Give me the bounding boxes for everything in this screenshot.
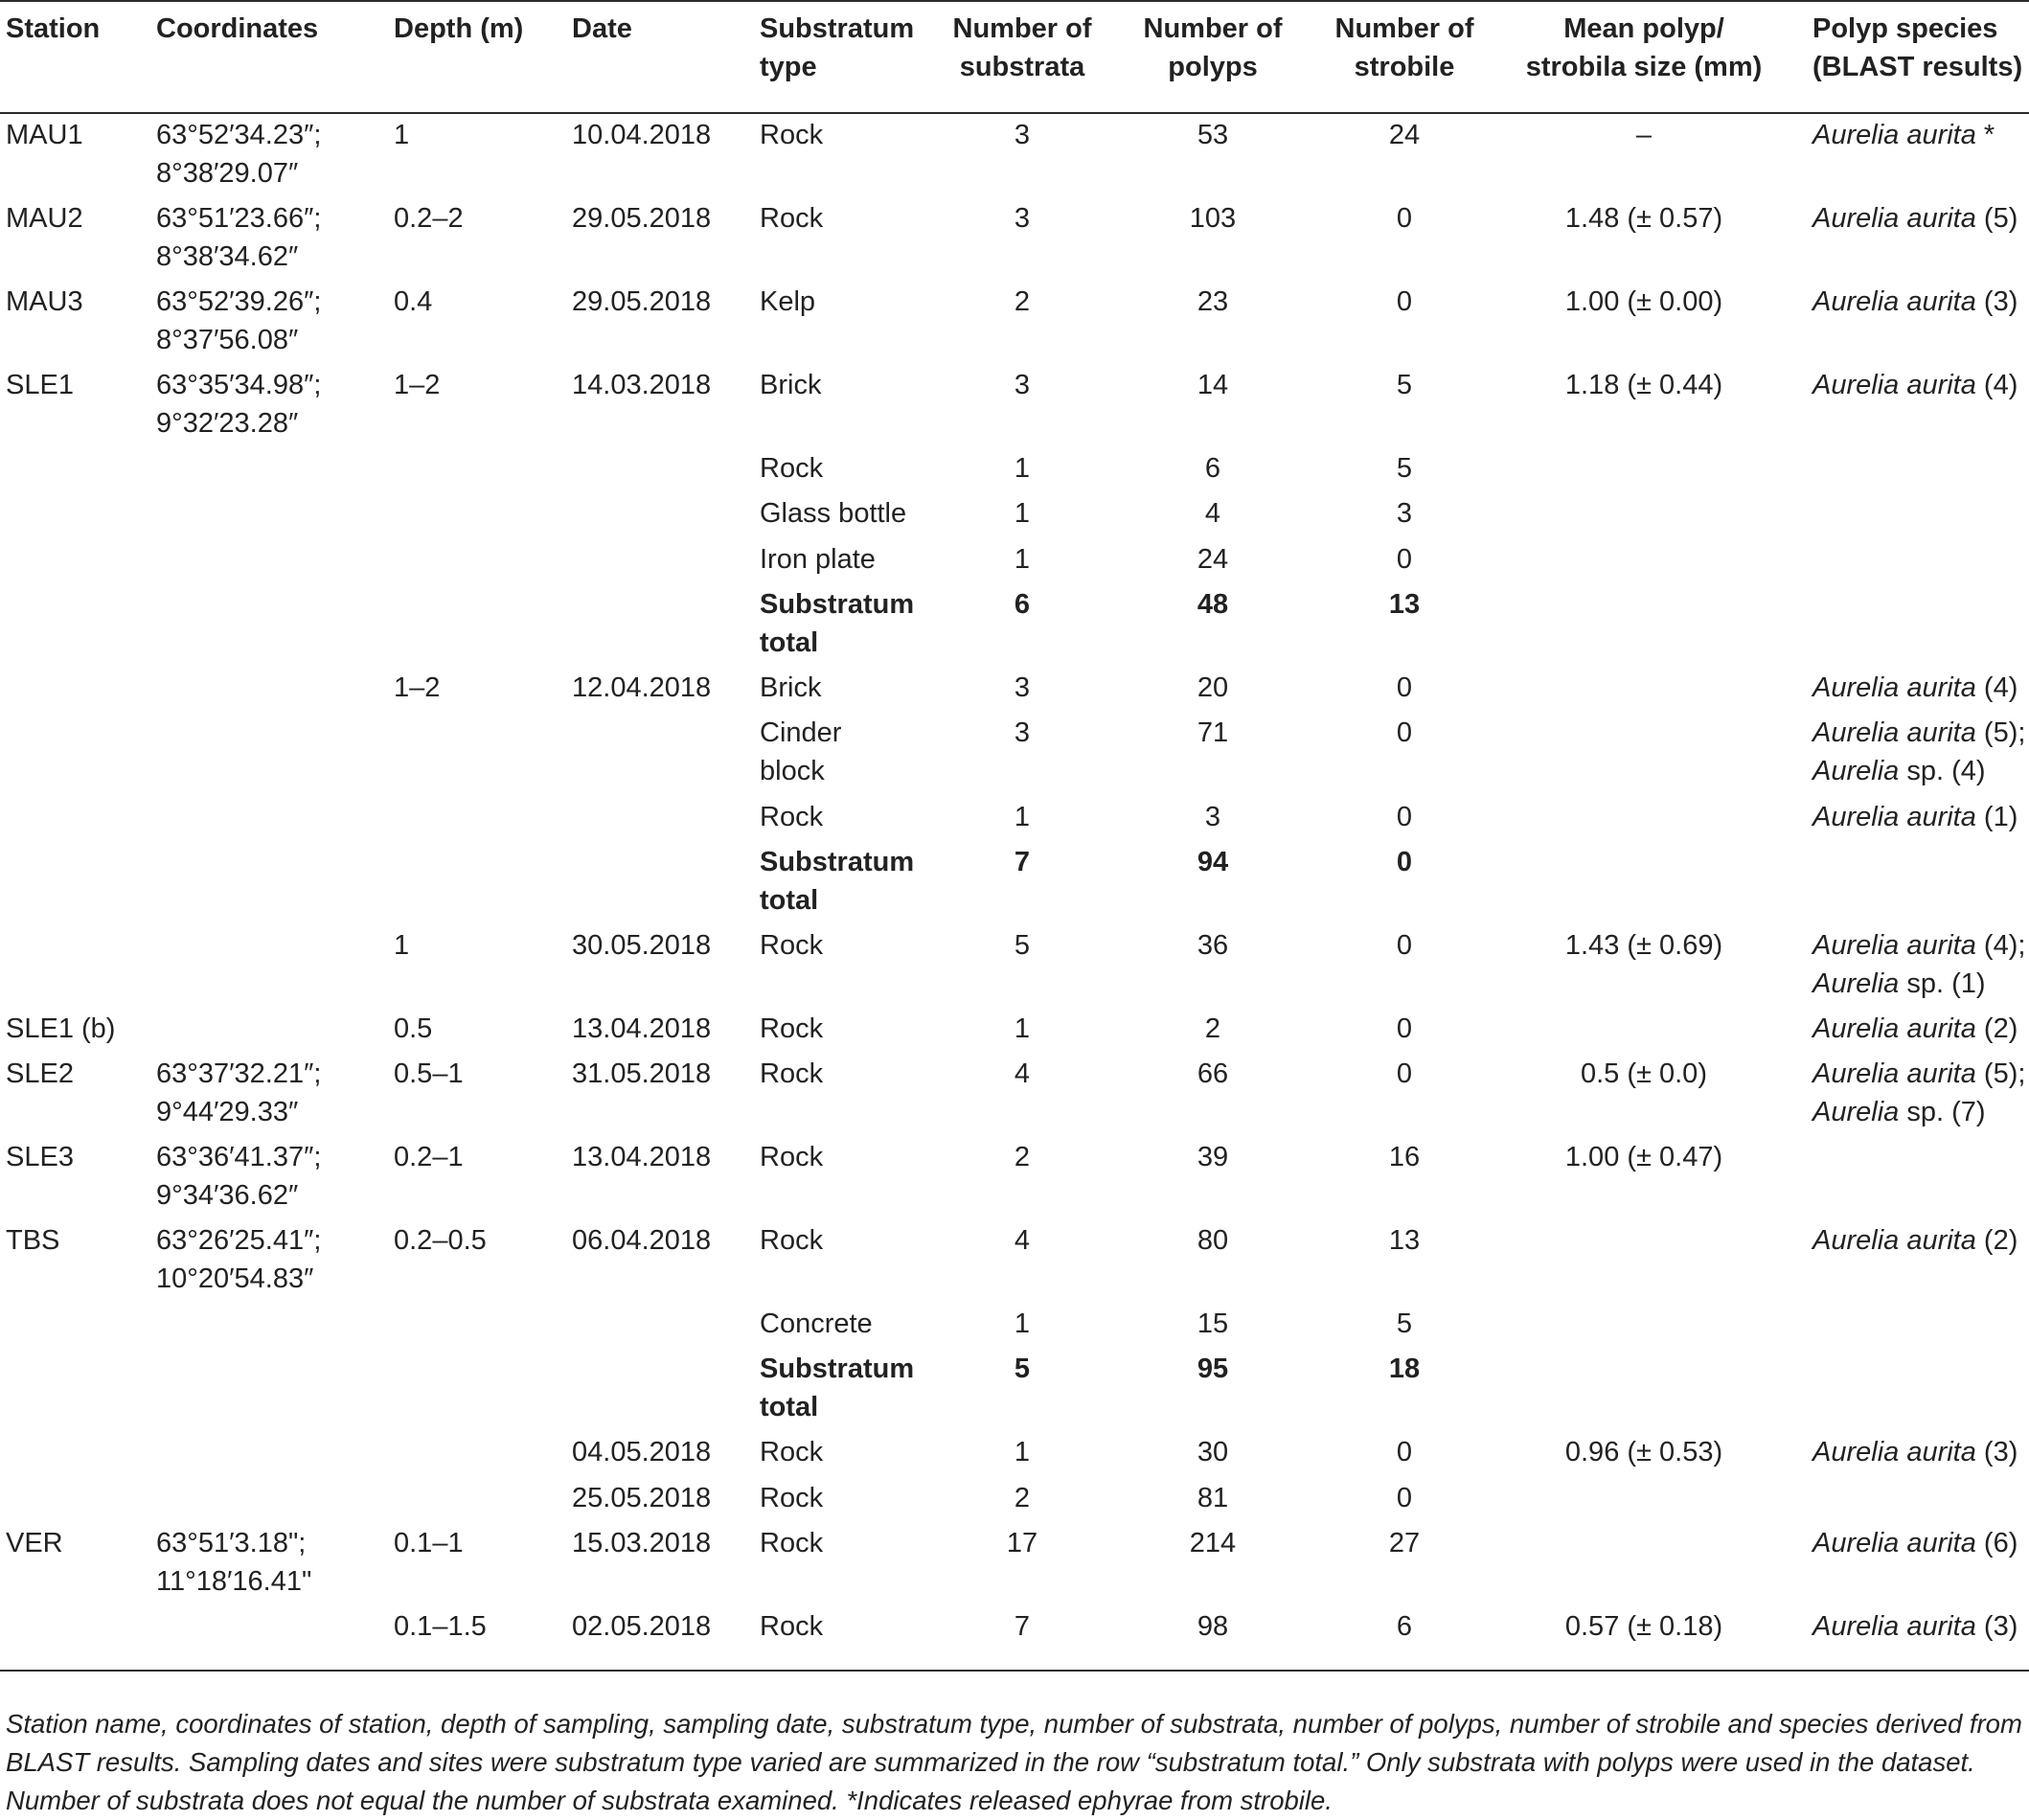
cell-date: 13.04.2018 <box>572 1142 712 1172</box>
cell-substrata-count: 1 <box>1014 802 1031 832</box>
coordinates-line: 63°37′32.21″; <box>156 1058 322 1089</box>
cell-substrata-count: 4 <box>1014 1225 1031 1256</box>
cell-substrata-count: 3 <box>1014 672 1031 703</box>
cell-substratum-type <box>760 366 951 404</box>
cell-substrata-count: 2 <box>1014 1142 1031 1172</box>
cell-coordinates <box>156 366 376 443</box>
coordinates-line: 63°26′25.41″; <box>156 1225 322 1256</box>
header-substrata-count <box>926 10 1118 86</box>
species-note: (2) <box>1975 1225 2018 1256</box>
cell-polyp-species <box>1812 1055 2029 1131</box>
species-entry <box>1812 714 2029 752</box>
cell-polyps-count: 80 <box>1197 1225 1229 1256</box>
header-coordinates <box>156 10 376 48</box>
cell-depth: 1 <box>394 930 410 961</box>
cell-station: SLE3 <box>6 1142 74 1172</box>
cell-polyps-count: 48 <box>1197 589 1229 620</box>
cell-strobile-count: 6 <box>1396 1611 1413 1642</box>
cell-substratum-type <box>760 116 951 154</box>
cell-polyps-count: 20 <box>1197 672 1229 703</box>
cell-substratum-type <box>760 1433 951 1471</box>
substratum-type-line: Iron plate <box>760 544 876 575</box>
cell-date: 06.04.2018 <box>572 1225 712 1256</box>
cell-polyp-species <box>1812 283 2029 321</box>
species-name: Aurelia aurita <box>1812 1437 1976 1467</box>
coordinates-line: 63°35′34.98″; <box>156 370 322 400</box>
cell-coordinates <box>156 1055 376 1131</box>
species-note: * <box>1975 120 1995 150</box>
cell-polyp-species <box>1812 714 2029 790</box>
cell-substratum-type <box>760 1221 951 1260</box>
cell-depth: 0.1–1 <box>394 1528 464 1558</box>
substratum-type-line: Brick <box>760 672 822 703</box>
species-name: Aurelia aurita <box>1812 370 1976 400</box>
header-line: Substratum <box>760 13 915 44</box>
species-entry <box>1812 199 2029 238</box>
cell-mean-size: 1.43 (± 0.69) <box>1564 930 1723 961</box>
cell-polyp-species <box>1812 366 2029 404</box>
cell-substratum-type <box>760 1138 951 1176</box>
species-note: sp. (7) <box>1899 1097 1986 1127</box>
cell-mean-size: 1.00 (± 0.00) <box>1564 286 1723 317</box>
cell-date: 12.04.2018 <box>572 672 712 703</box>
cell-depth: 1 <box>394 120 410 150</box>
cell-polyps-count: 3 <box>1204 802 1221 832</box>
species-name: Aurelia aurita <box>1812 1528 1976 1558</box>
species-note: (6) <box>1975 1528 2018 1558</box>
cell-polyps-count: 66 <box>1197 1058 1229 1089</box>
cell-polyps-count: 23 <box>1197 286 1229 317</box>
coordinates-line: 8°38′29.07″ <box>156 158 299 189</box>
cell-strobile-count: 0 <box>1396 1437 1413 1467</box>
cell-polyps-count: 71 <box>1197 717 1229 748</box>
cell-strobile-count: 0 <box>1396 847 1413 877</box>
cell-polyps-count: 15 <box>1197 1308 1229 1339</box>
cell-substrata-count: 1 <box>1014 1013 1031 1044</box>
cell-mean-size: 1.18 (± 0.44) <box>1564 370 1723 400</box>
cell-station: MAU3 <box>6 286 83 317</box>
cell-strobile-count: 5 <box>1396 370 1413 400</box>
cell-depth: 0.5–1 <box>394 1058 464 1089</box>
substratum-type-line: Concrete <box>760 1308 873 1339</box>
species-note: (3) <box>1975 286 2018 317</box>
species-entry <box>1812 1607 2029 1646</box>
header-station <box>6 10 149 48</box>
cell-coordinates <box>156 116 376 193</box>
substratum-type-line: Rock <box>760 802 824 832</box>
cell-depth: 0.1–1.5 <box>394 1611 487 1642</box>
cell-polyps-count: 36 <box>1197 930 1229 961</box>
substratum-type-line: Rock <box>760 930 824 961</box>
cell-station: TBS <box>6 1225 60 1256</box>
species-name: Aurelia aurita <box>1812 1611 1976 1642</box>
cell-station: MAU1 <box>6 120 83 150</box>
cell-polyp-species <box>1812 1524 2029 1562</box>
cell-strobile-count: 0 <box>1396 544 1413 575</box>
cell-strobile-count: 0 <box>1396 1058 1413 1089</box>
coordinates-line: 9°32′23.28″ <box>156 408 299 439</box>
species-entry <box>1812 798 2029 836</box>
cell-polyps-count: 14 <box>1197 370 1229 400</box>
cell-polyps-count: 6 <box>1204 453 1221 484</box>
cell-polyp-species <box>1812 199 2029 238</box>
coordinates-line: 9°34′36.62″ <box>156 1180 299 1211</box>
substratum-type-line: total <box>760 1392 819 1422</box>
cell-substratum-type <box>760 585 951 662</box>
species-entry <box>1812 1524 2029 1562</box>
species-note: sp. (1) <box>1899 968 1986 999</box>
cell-polyp-species <box>1812 669 2029 707</box>
cell-substratum-type <box>760 1010 951 1048</box>
cell-station: SLE1 <box>6 370 74 400</box>
species-entry <box>1812 752 2029 790</box>
cell-substrata-count: 5 <box>1014 930 1031 961</box>
cell-depth: 0.5 <box>394 1013 433 1044</box>
cell-strobile-count: 0 <box>1396 1483 1413 1513</box>
cell-polyps-count: 53 <box>1197 120 1229 150</box>
substratum-type-line: Rock <box>760 453 824 484</box>
species-name: Aurelia <box>1812 756 1900 786</box>
substratum-type-line: Kelp <box>760 286 816 317</box>
coordinates-line: 9°44′29.33″ <box>156 1097 299 1127</box>
cell-station: MAU2 <box>6 203 83 234</box>
header-line: strobila size (mm) <box>1525 52 1763 82</box>
header-line: Station <box>6 13 101 44</box>
cell-strobile-count: 0 <box>1396 802 1413 832</box>
cell-date: 13.04.2018 <box>572 1013 712 1044</box>
cell-polyps-count: 103 <box>1189 203 1237 234</box>
cell-substrata-count: 3 <box>1014 120 1031 150</box>
species-entry <box>1812 1221 2029 1260</box>
substratum-type-line: Rock <box>760 1611 824 1642</box>
cell-polyp-species <box>1812 1433 2029 1471</box>
species-entry <box>1812 926 2029 965</box>
coordinates-line: 63°51′23.66″; <box>156 203 322 234</box>
cell-strobile-count: 16 <box>1388 1142 1421 1172</box>
cell-substratum-type <box>760 494 951 533</box>
coordinates-line: 63°36′41.37″; <box>156 1142 322 1172</box>
cell-date: 15.03.2018 <box>572 1528 712 1558</box>
cell-substratum-type <box>760 1479 951 1517</box>
header-line: strobile <box>1354 52 1455 82</box>
cell-station: SLE2 <box>6 1058 74 1089</box>
cell-substratum-type <box>760 540 951 579</box>
cell-substrata-count: 3 <box>1014 203 1031 234</box>
species-name: Aurelia aurita <box>1812 930 1976 961</box>
species-name: Aurelia aurita <box>1812 1013 1976 1044</box>
cell-polyp-species <box>1812 1607 2029 1646</box>
cell-substratum-type <box>760 199 951 238</box>
species-name: Aurelia aurita <box>1812 1058 1976 1089</box>
cell-polyps-count: 81 <box>1197 1483 1229 1513</box>
species-note: (4); <box>1975 930 2026 961</box>
cell-substrata-count: 6 <box>1014 589 1031 620</box>
header-polyps-count <box>1117 10 1309 86</box>
species-note: (4) <box>1975 370 2018 400</box>
species-name: Aurelia <box>1812 968 1900 999</box>
cell-strobile-count: 5 <box>1396 1308 1413 1339</box>
cell-mean-size: 0.96 (± 0.53) <box>1564 1437 1723 1467</box>
header-line: Date <box>572 13 632 44</box>
substratum-type-line: total <box>760 885 819 916</box>
cell-substrata-count: 1 <box>1014 1308 1031 1339</box>
cell-polyp-species <box>1812 1010 2029 1048</box>
header-line: (BLAST results) <box>1812 52 2023 82</box>
species-note: sp. (4) <box>1899 756 1986 786</box>
substratum-type-line: Rock <box>760 1528 824 1558</box>
cell-substrata-count: 5 <box>1014 1354 1031 1384</box>
cell-coordinates <box>156 1138 376 1215</box>
cell-coordinates <box>156 1221 376 1298</box>
cell-depth: 1–2 <box>394 370 441 400</box>
cell-date: 02.05.2018 <box>572 1611 712 1642</box>
cell-strobile-count: 18 <box>1388 1354 1421 1384</box>
header-line: substrata <box>959 52 1085 82</box>
header-line: Number of <box>1143 13 1283 44</box>
header-line: Polyp species <box>1812 13 1998 44</box>
cell-date: 30.05.2018 <box>572 930 712 961</box>
species-note: (1) <box>1975 802 2018 832</box>
cell-depth: 0.2–2 <box>394 203 464 234</box>
species-note: (4) <box>1975 672 2018 703</box>
table-top-rule <box>0 0 2029 2</box>
species-entry <box>1812 1055 2029 1093</box>
cell-substratum-type <box>760 798 951 836</box>
cell-date: 10.04.2018 <box>572 120 712 150</box>
species-entry <box>1812 1010 2029 1048</box>
header-substratum-type <box>760 10 951 86</box>
coordinates-line: 11°18′16.41" <box>156 1566 312 1597</box>
header-line: Mean polyp/ <box>1563 13 1724 44</box>
cell-substrata-count: 2 <box>1014 1483 1031 1513</box>
header-line: Number of <box>1334 13 1474 44</box>
header-rule <box>0 112 2029 114</box>
header-line: polyps <box>1168 52 1258 82</box>
cell-substratum-type <box>760 449 951 488</box>
cell-polyps-count: 2 <box>1204 1013 1221 1044</box>
cell-polyps-count: 94 <box>1197 847 1229 877</box>
species-name: Aurelia aurita <box>1812 203 1976 234</box>
substratum-type-line: Rock <box>760 1225 824 1256</box>
coordinates-line: 8°38′34.62″ <box>156 241 299 272</box>
substratum-type-line: Substratum <box>760 589 915 620</box>
cell-substratum-type <box>760 1055 951 1093</box>
cell-substrata-count: 1 <box>1014 544 1031 575</box>
cell-date: 14.03.2018 <box>572 370 712 400</box>
cell-date: 04.05.2018 <box>572 1437 712 1467</box>
cell-polyps-count: 30 <box>1197 1437 1229 1467</box>
species-name: Aurelia aurita <box>1812 672 1976 703</box>
header-mean-size <box>1500 10 1788 86</box>
header-date <box>572 10 754 48</box>
cell-polyp-species <box>1812 116 2029 154</box>
cell-substrata-count: 17 <box>1006 1528 1038 1558</box>
coordinates-line: 63°52′39.26″; <box>156 286 322 317</box>
cell-depth: 0.4 <box>394 286 433 317</box>
species-note: (3) <box>1975 1611 2018 1642</box>
cell-date: 25.05.2018 <box>572 1483 712 1513</box>
cell-depth: 0.2–1 <box>394 1142 464 1172</box>
cell-date: 29.05.2018 <box>572 203 712 234</box>
cell-polyp-species <box>1812 926 2029 1003</box>
cell-substratum-type <box>760 1524 951 1562</box>
species-name: Aurelia aurita <box>1812 717 1976 748</box>
cell-substratum-type <box>760 714 951 790</box>
cell-mean-size: – <box>1635 120 1653 150</box>
cell-substrata-count: 3 <box>1014 370 1031 400</box>
cell-station: SLE1 (b) <box>6 1013 116 1044</box>
cell-substratum-type <box>760 1607 951 1646</box>
cell-substrata-count: 1 <box>1014 1437 1031 1467</box>
species-entry <box>1812 1093 2029 1131</box>
cell-strobile-count: 0 <box>1396 1013 1413 1044</box>
cell-substratum-type <box>760 1350 951 1426</box>
header-line: Depth (m) <box>394 13 524 44</box>
header-line: Coordinates <box>156 13 319 44</box>
cell-substratum-type <box>760 926 951 965</box>
cell-mean-size: 0.57 (± 0.18) <box>1564 1611 1723 1642</box>
cell-date: 31.05.2018 <box>572 1058 712 1089</box>
species-entry <box>1812 1433 2029 1471</box>
species-note: (5); <box>1975 717 2026 748</box>
cell-substratum-type <box>760 669 951 707</box>
header-depth <box>394 10 557 48</box>
cell-polyp-species <box>1812 798 2029 836</box>
substratum-type-line: total <box>760 627 819 658</box>
cell-substratum-type <box>760 283 951 321</box>
species-entry <box>1812 965 2029 1003</box>
cell-substrata-count: 7 <box>1014 1611 1031 1642</box>
substratum-type-line: Rock <box>760 203 824 234</box>
cell-strobile-count: 0 <box>1396 717 1413 748</box>
cell-substrata-count: 1 <box>1014 453 1031 484</box>
header-polyp-species <box>1812 10 2029 86</box>
cell-polyps-count: 95 <box>1197 1354 1229 1384</box>
cell-substratum-type <box>760 1305 951 1343</box>
cell-substrata-count: 1 <box>1014 498 1031 529</box>
cell-strobile-count: 0 <box>1396 203 1413 234</box>
cell-strobile-count: 24 <box>1388 120 1421 150</box>
substratum-type-line: Glass bottle <box>760 498 907 529</box>
substratum-type-line: Rock <box>760 1437 824 1467</box>
cell-coordinates <box>156 1524 376 1601</box>
cell-strobile-count: 5 <box>1396 453 1413 484</box>
species-note: (5); <box>1975 1058 2026 1089</box>
cell-strobile-count: 13 <box>1388 589 1421 620</box>
substratum-type-line: Rock <box>760 120 824 150</box>
cell-mean-size: 0.5 (± 0.0) <box>1581 1058 1707 1089</box>
species-name: Aurelia aurita <box>1812 120 1976 150</box>
cell-coordinates <box>156 199 376 276</box>
substratum-type-line: Substratum <box>760 847 915 877</box>
header-line: Number of <box>952 13 1092 44</box>
cell-coordinates <box>156 283 376 359</box>
species-entry <box>1812 366 2029 404</box>
substratum-type-line: Rock <box>760 1058 824 1089</box>
cell-substrata-count: 7 <box>1014 847 1031 877</box>
cell-mean-size: 1.48 (± 0.57) <box>1564 203 1723 234</box>
cell-substrata-count: 4 <box>1014 1058 1031 1089</box>
table-caption: Station name, coordinates of station, depth of sampling, sampling date, substratum type, number of substrata, number of polyps, number of strobile and species derived from BLAST results. Sampling dates and sites were substratum type varied are summarized in the row “substratum total.” Only substrata with polyps were used in the dataset. Number of substrata does not equal the number of substrata examined. *Indicates released ephyrae from strobile. <box>6 1708 2022 1815</box>
coordinates-line: 10°20′54.83″ <box>156 1263 314 1294</box>
species-entry <box>1812 669 2029 707</box>
cell-substratum-type <box>760 843 951 920</box>
species-note: (2) <box>1975 1013 2018 1044</box>
header-line: type <box>760 52 817 82</box>
cell-depth: 1–2 <box>394 672 441 703</box>
cell-strobile-count: 0 <box>1396 930 1413 961</box>
coordinates-line: 63°51′3.18"; <box>156 1528 307 1558</box>
species-note: (5) <box>1975 203 2018 234</box>
coordinates-line: 8°37′56.08″ <box>156 325 299 355</box>
cell-polyp-species <box>1812 1221 2029 1260</box>
cell-strobile-count: 0 <box>1396 286 1413 317</box>
species-name: Aurelia <box>1812 1097 1900 1127</box>
species-note: (3) <box>1975 1437 2018 1467</box>
substratum-type-line: Rock <box>760 1013 824 1044</box>
cell-date: 29.05.2018 <box>572 286 712 317</box>
cell-polyps-count: 39 <box>1197 1142 1229 1172</box>
cell-strobile-count: 0 <box>1396 672 1413 703</box>
header-strobile-count <box>1309 10 1500 86</box>
cell-depth: 0.2–0.5 <box>394 1225 487 1256</box>
cell-strobile-count: 27 <box>1388 1528 1421 1558</box>
substratum-type-line: Cinder <box>760 717 842 748</box>
cell-strobile-count: 13 <box>1388 1225 1421 1256</box>
cell-substrata-count: 2 <box>1014 286 1031 317</box>
species-entry <box>1812 116 2029 154</box>
coordinates-line: 63°52′34.23″; <box>156 120 322 150</box>
cell-polyps-count: 214 <box>1189 1528 1237 1558</box>
cell-polyps-count: 24 <box>1197 544 1229 575</box>
species-name: Aurelia aurita <box>1812 286 1976 317</box>
substratum-type-line: Rock <box>760 1483 824 1513</box>
cell-mean-size: 1.00 (± 0.47) <box>1564 1142 1723 1172</box>
cell-substrata-count: 3 <box>1014 717 1031 748</box>
cell-polyps-count: 4 <box>1204 498 1221 529</box>
substratum-type-line: Brick <box>760 370 822 400</box>
table-bottom-rule <box>0 1670 2029 1672</box>
substratum-type-line: block <box>760 756 825 786</box>
species-name: Aurelia aurita <box>1812 1225 1976 1256</box>
cell-station: VER <box>6 1528 63 1558</box>
cell-polyps-count: 98 <box>1197 1611 1229 1642</box>
substratum-type-line: Rock <box>760 1142 824 1172</box>
species-entry <box>1812 283 2029 321</box>
species-name: Aurelia aurita <box>1812 802 1976 832</box>
substratum-type-line: Substratum <box>760 1354 915 1384</box>
cell-strobile-count: 3 <box>1396 498 1413 529</box>
